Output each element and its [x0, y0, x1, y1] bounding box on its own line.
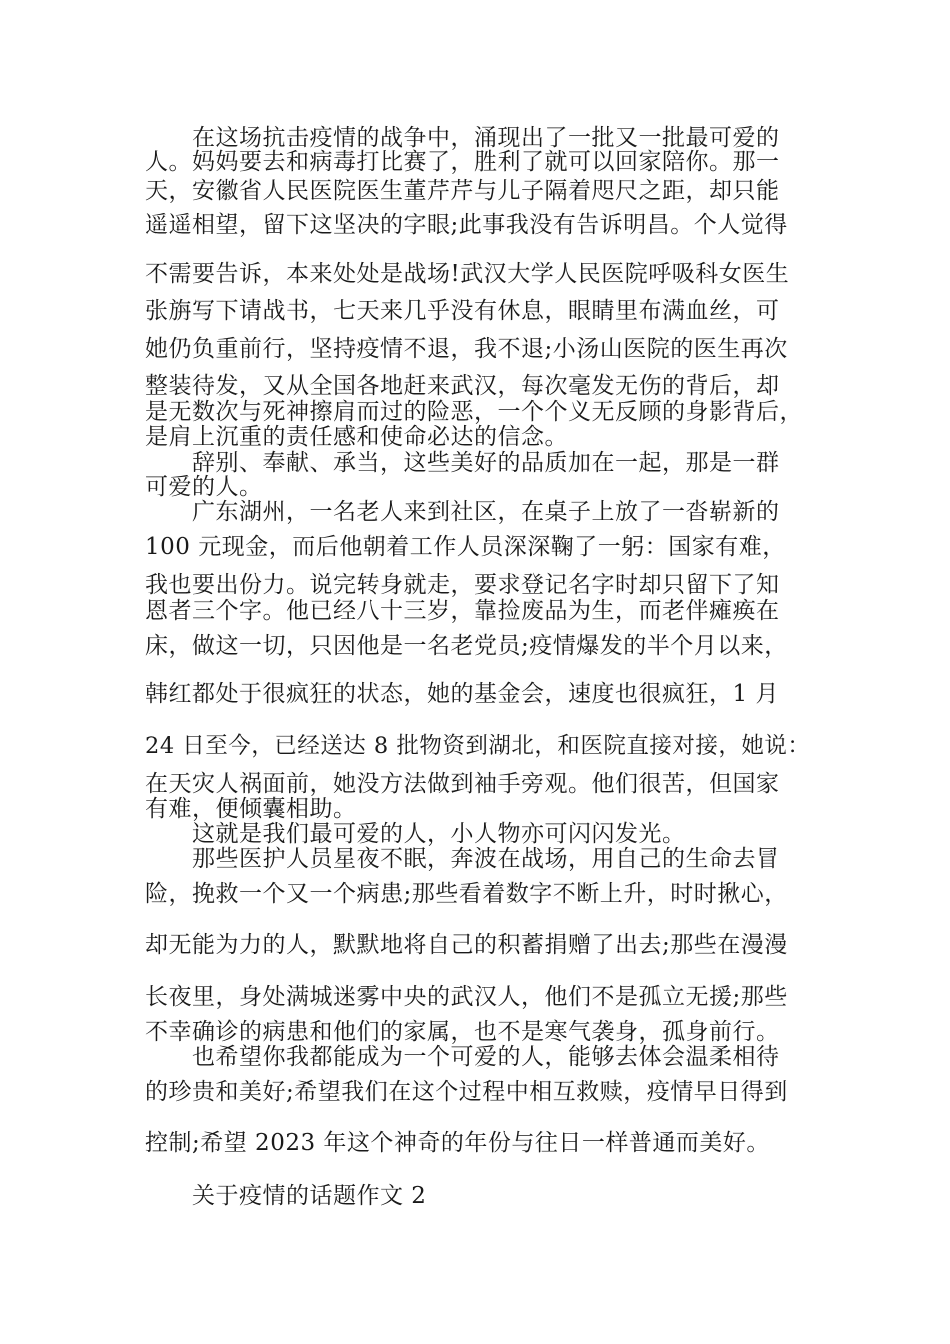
text-line: 辞别、奉献、承当，这些美好的品质加在一起，那是一群 [192, 450, 780, 476]
text-line: 在这场抗击疫情的战争中，涌现出了一批又一批最可爱的 [192, 125, 780, 151]
text-line: 恩者三个字。他已经八十三岁，靠捡废品为生，而老伴瘫痪在 [145, 598, 780, 624]
section-heading: 关于疫情的话题作文 2 [192, 1183, 427, 1209]
text-line: 人。妈妈要去和病毒打比赛了，胜利了就可以回家陪你。那一 [145, 149, 780, 175]
text-line: 100 元现金，而后他朝着工作人员深深鞠了一躬：国家有难， [145, 534, 786, 560]
text-line: 24 日至今，已经送达 8 批物资到湖北，和医院直接对接，她说： [145, 733, 811, 759]
text-line: 是肩上沉重的责任感和使命必达的信念。 [145, 424, 568, 450]
text-line: 险，挽救一个又一个病患;那些看着数字不断上升，时时揪心， [145, 881, 788, 907]
text-line: 却无能为力的人，默默地将自己的积蓄捐赠了出去;那些在漫漫 [145, 932, 788, 958]
text-line: 的珍贵和美好;希望我们在这个过程中相互救赎，疫情早日得到 [145, 1079, 788, 1105]
text-line: 长夜里，身处满城迷雾中央的武汉人，他们不是孤立无援;那些 [145, 984, 788, 1010]
text-line: 不幸确诊的病患和他们的家属，也不是寒气袭身，孤身前行。 [145, 1019, 780, 1045]
text-line: 遥遥相望，留下这坚决的字眼;此事我没有告诉明昌。个人觉得 [145, 212, 788, 238]
text-line: 是无数次与死神擦肩而过的险恶，一个个义无反顾的身影背后， [145, 399, 803, 425]
text-line: 这就是我们最可爱的人，小人物亦可闪闪发光。 [192, 821, 686, 847]
text-line: 广东湖州，一名老人来到社区，在桌子上放了一沓崭新的 [192, 499, 780, 525]
text-line: 那些医护人员星夜不眠，奔波在战场，用自己的生命去冒 [192, 846, 780, 872]
text-line: 不需要告诉，本来处处是战场!武汉大学人民医院呼吸科女医生 [145, 261, 790, 287]
text-line: 控制;希望 2023 年这个神奇的年份与往日一样普通而美好。 [145, 1130, 770, 1156]
text-line: 张旃写下请战书，七天来几乎没有休息，眼睛里布满血丝，可 [145, 298, 780, 324]
text-line: 整装待发，又从全国各地赶来武汉，每次毫发无伤的背后，却 [145, 373, 780, 399]
text-line: 可爱的人。 [145, 474, 263, 500]
text-line: 床，做这一切，只因他是一名老党员;疫情爆发的半个月以来， [145, 633, 788, 659]
text-line: 韩红都处于很疯狂的状态，她的基金会，速度也很疯狂，1 月 [145, 681, 779, 707]
text-line: 有难，便倾囊相助。 [145, 796, 357, 822]
text-line: 天，安徽省人民医院医生董芹芹与儿子隔着咫尺之距，却只能 [145, 178, 780, 204]
text-line: 在天灾人祸面前，她没方法做到袖手旁观。他们很苦，但国家 [145, 771, 780, 797]
text-line: 我也要出份力。说完转身就走，要求登记名字时却只留下了知 [145, 572, 780, 598]
text-line: 她仍负重前行，坚持疫情不退，我不退;小汤山医院的医生再次 [145, 336, 788, 362]
text-line: 也希望你我都能成为一个可爱的人，能够去体会温柔相待 [192, 1044, 780, 1070]
